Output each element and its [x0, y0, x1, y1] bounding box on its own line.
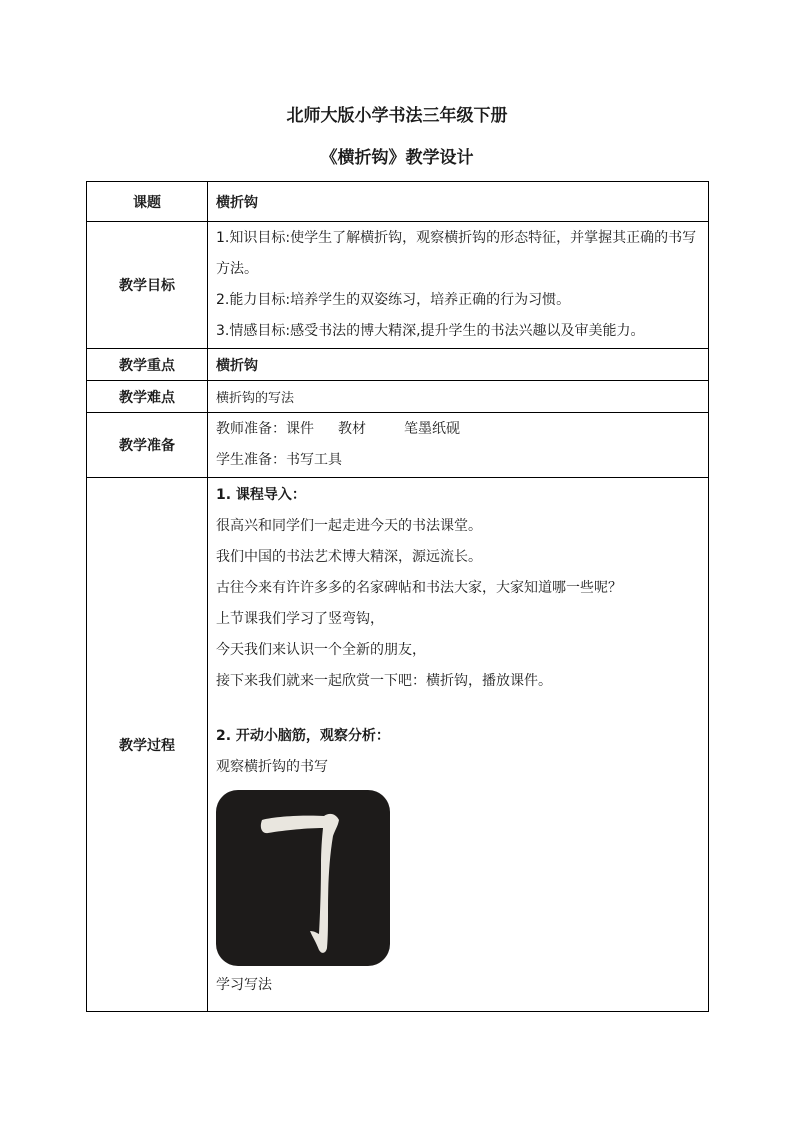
- document-subtitle: 《横折钩》教学设计: [320, 148, 474, 168]
- process-line: 上节课我们学习了竖弯钩，: [216, 611, 384, 627]
- teacher-item: 课件: [286, 421, 314, 437]
- goal-item: 2.能力目标:培养学生的双姿练习，培养正确的行为习惯。: [216, 292, 571, 308]
- value-preparation: [208, 413, 709, 478]
- process-line: 今天我们来认识一个全新的朋友，: [216, 642, 426, 658]
- calligraphy-stroke-image: [216, 790, 390, 966]
- teacher-item: 笔墨纸砚: [404, 421, 460, 437]
- label-difficulty: 教学难点: [87, 381, 208, 413]
- process-line: 我们中国的书法艺术博大精深，源远流长。: [216, 549, 482, 565]
- row-preparation: [87, 413, 709, 478]
- teacher-item: 教材: [338, 421, 366, 437]
- row-topic: [87, 182, 709, 222]
- value-key-point: 横折钩: [208, 349, 709, 381]
- row-key-point: [87, 349, 709, 381]
- process-line: 古往今来有许许多多的名家碑帖和书法大家，大家知道哪一些呢？: [216, 580, 622, 596]
- value-process: [208, 478, 709, 1012]
- goal-item: 1.知识目标:使学生了解横折钩，观察横折钩的形态特征，并掌握其正确的书写方法。: [216, 230, 697, 277]
- label-goals: 教学目标: [87, 222, 208, 349]
- row-difficulty: [87, 381, 709, 413]
- document-title: 北师大版小学书法三年级下册: [286, 106, 508, 126]
- teacher-preparation-label: 教师准备：: [216, 421, 286, 437]
- row-goals: [87, 222, 709, 349]
- value-topic: 横折钩: [208, 182, 709, 222]
- row-process: [87, 478, 709, 1012]
- label-process: 教学过程: [87, 478, 208, 1012]
- process-line: 很高兴和同学们一起走进今天的书法课堂。: [216, 518, 482, 534]
- label-preparation: 教学准备: [87, 413, 208, 478]
- student-preparation: 学生准备：书写工具: [216, 452, 342, 468]
- value-difficulty: 横折钩的写法: [208, 381, 709, 413]
- process-line: 学习写法: [216, 977, 272, 993]
- goal-item: 3.情感目标:感受书法的博大精深,提升学生的书法兴趣以及审美能力。: [216, 323, 645, 339]
- section-title-analysis: 2. 开动小脑筋，观察分析：: [216, 728, 390, 744]
- process-line: 接下来我们就来一起欣赏一下吧：横折钩，播放课件。: [216, 673, 552, 689]
- label-key-point: 教学重点: [87, 349, 208, 381]
- label-topic: 课题: [87, 182, 208, 222]
- teacher-preparation: [216, 414, 704, 445]
- value-goals: [208, 222, 709, 349]
- process-line: 观察横折钩的书写: [216, 759, 328, 775]
- lesson-plan-table: [86, 181, 709, 1012]
- heng-zhe-gou-stroke: [216, 790, 390, 966]
- section-title-intro: 1. 课程导入：: [216, 487, 306, 503]
